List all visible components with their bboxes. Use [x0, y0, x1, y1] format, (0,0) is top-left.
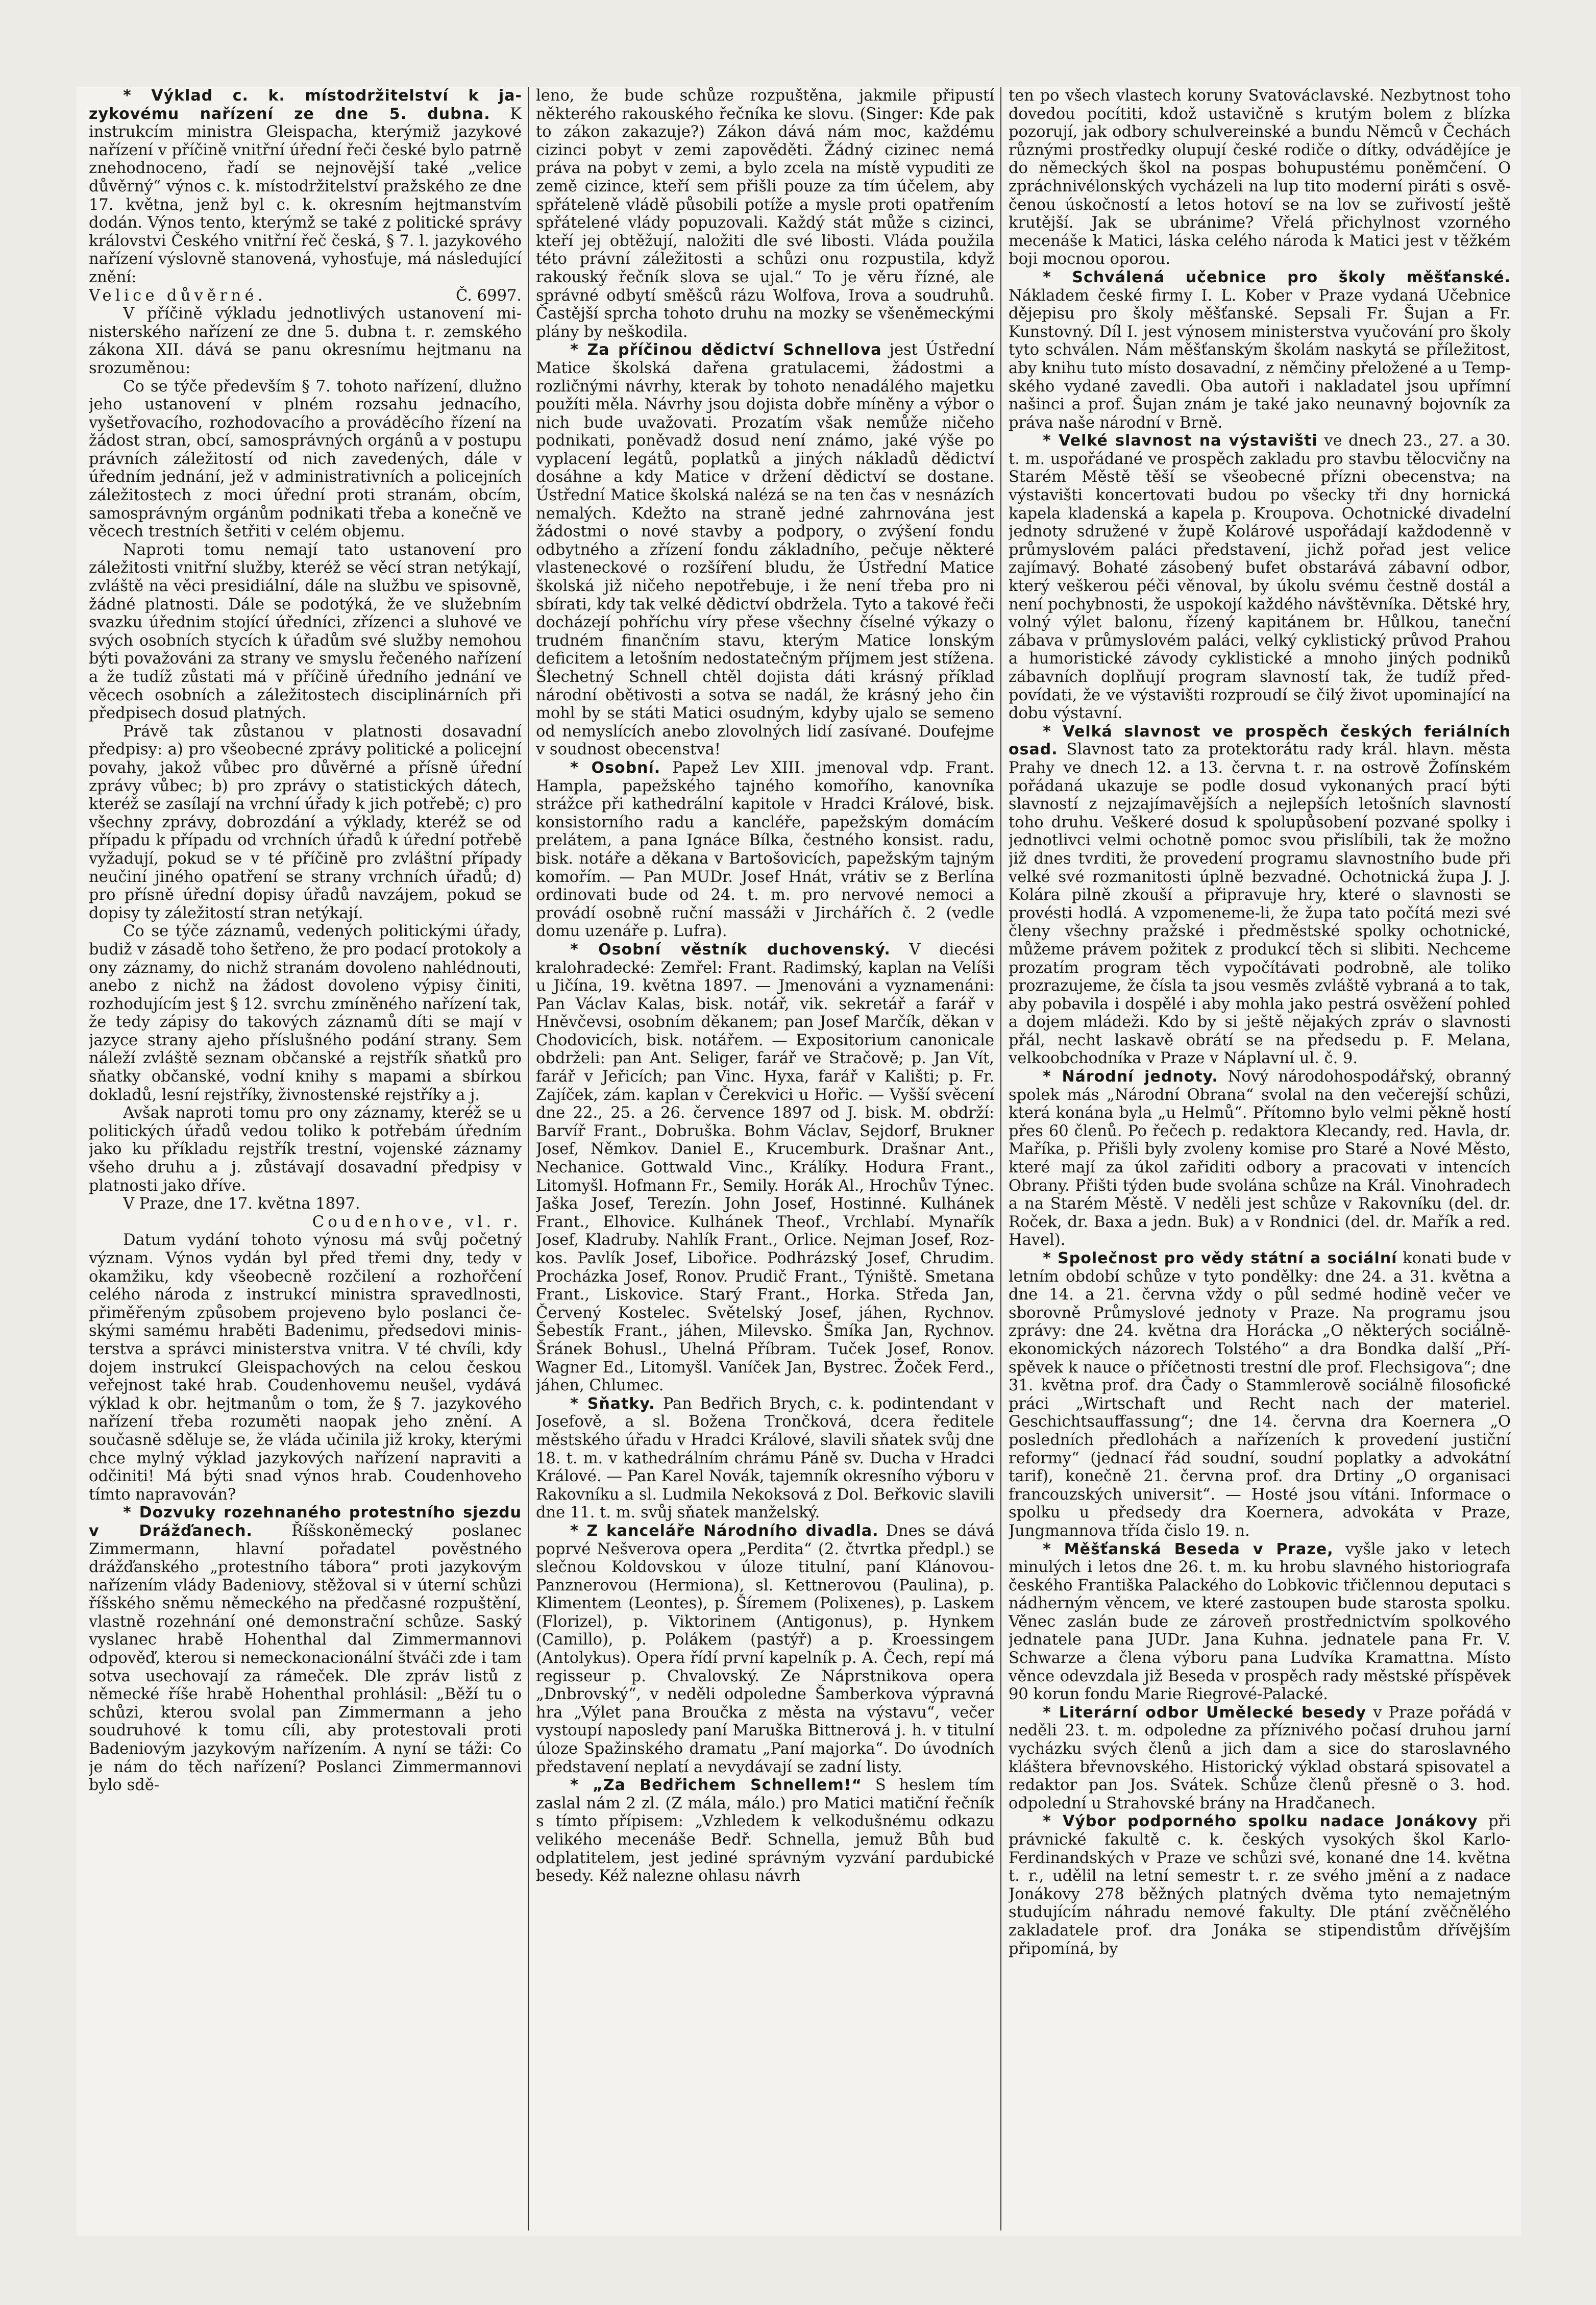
article-heading: * Sňatky.: [570, 1394, 655, 1413]
article: [1009, 1540, 1511, 1704]
article-heading: * Za příčinou dědictví Schnellova: [570, 341, 882, 359]
paragraph: Avšak naproti tomu pro ony záznamy, kteréž se u politických úřadů vedou toliko k potřebám úředním jako ku příkladu rejstřík trestní, vojenské záznamy všeho druhu a j. zůstávají dosavadní předpisy v platnosti jako dříve.: [89, 1104, 522, 1195]
paragraph: Co se týče záznamů, vedených politickými úřady, budiž v zásadě toho šetřeno, že pro podací protokoly a ony záznamy, do nichž stranám dovoleno nahlédnouti, anebo z nichž na žádost dovoleno výpisy činiti, rozhodujícím jest § 12. svrchu zmíněného nařízení tak, že tedy zápisy do takových záznamů díti se mají v jazyce strany ajeho příslušného podání strany. Sem náleží zvláště seznam občanské a rejstřík sňatků pro sňatky občanské, vodní knihy s mapami a sbírkou dokladů, lesní rejstříky, živnostenské rejstříky a j.: [89, 922, 522, 1104]
article: [1009, 723, 1511, 1068]
article-text: Papež Lev XIII. jmenoval vdp. Frant. Hampla, papežského tajného komořího, kanovníka strážce při kathedrální kapitole v Hradci Králové, bisk. konsistorního radu a kancléře, papežským domácím prelátem, a pana Ignáce Bílka, čestného konsist. radu, bisk. notáře a děkana v Bartošovicích, papežským tajným komořím. — Pan MUDr. Josef Hnát, vrátiv se z Berlína ordinovati bude od 24. t. m. pro nervové nemoci a provádí osobně ruční massáži v Jirchářích č. 2 (vedle domu uzenáře p. Lufra).: [536, 758, 994, 941]
article-heading: * Z kanceláře Národního divadla.: [570, 1522, 879, 1540]
article: [536, 1522, 994, 1776]
paragraph: leno, že bude schůze rozpuštěna, jakmile připustí některého rakouského řečníka ke slovu. (Singer: Kde pak to zákon zakazuje?) Zákon dává nám moc, každému cizinci pobyt v zemi zapověděti. Žádný cizinec nemá práva na pobyt v zemi, a bylo zcela na místě vypuditi ze země cizince, kteří sem přišli pouze za tím účelem, aby spřáteleně vládě působili potíže a mysle proti opatřením spřátelené vlády popuzovali. Každý stát může s cizinci, kteří jej obtěžují, naložiti dle své libosti. Vláda použila této právní záležitosti a schůzi onu rozpustila, když rakouský řečník slova se ujal.“ To je věru řízné, ale správné odbytí směšců rázu Wolfova, Irova a soudruhů. Častější sprcha tohoto druhu na mozky se všeněmeckými plány by neškodila.: [536, 87, 994, 341]
article-heading: * Velká slavnost ve prospěch českých feriálních osad.: [1009, 722, 1511, 759]
article-text: Nový národohospodářský, obranný spolek más „Národní Obrana“ svolal na den večerejší schůzi, která konána byla „u Helmů“. Přítomno bylo velmi pěkně hostí přes 60 členů. Po řečech p. redaktora Klecandy, red. Havla, dr. Maříka, p. Přišli byly zvoleny komise pro Staré a Nové Město, které mají za úkol zařiditi odbory a pracovati v intencích Obrany. Přišti týden bude svolána schůze na Král. Vinohradech a na Starém Městě. V neděli jest schůze v Rakovníku (del. dr. Roček, dr. Baxa a jedn. Buk) a v Rondnici (del. dr. Mařík a red. Havel).: [1009, 1068, 1511, 1249]
article-text: Říšskoněmecký poslanec Zimmermann, hlavní pořadatel pověstného drážďanského „protestního tábora“ proti jazykovým nařízením vlády Badeniovy, stěžoval si v úterní schůzi říšského sněmu německého na předčasné rozpuštění, vlastně rozehnání oné demonstrační schůze. Saský vyslanec hrabě Hohenthal dal Zimmermannovi odpověď, kterou si nemeckonacionální štváči zde i tam sotva usechovají za rámeček. Dle zpráv listů z německé říše hrabě Hohenthal prohlásil: „Běží tu o schůzi, kterou svolal pan Zimmermann a jeho soudruhové k tomu cíli, aby protestovali proti Badeniovým jazykovým nařízením. A nyní se táži: Co je nám do těch nařízení? Poslanci Zimmermannovi bylo sdě-: [89, 1522, 522, 1795]
article-heading: * Měšťanská Beseda v Praze,: [1043, 1540, 1334, 1558]
article-text: Dnes se dává poprvé Nešverova opera „Perdita“ (2. čtvrtka předpl.) se slečnou Koldovskou v úloze titulní, paní Klánovou-Panznerovou (Hermiona), sl. Kettnerovou (Paulina), p. Klimentem (Leontes), p. Šíremem (Polixenes), p. Laskem (Florizel), p. Viktorinem (Antigonus), p. Hynkem (Camillo), p. Polákem (pastýř) a p. Kroessingem (Antolykus). Opera řídí první kapelník p. A. Čech, repí má regisseur p. Chvalovský. Ze Náprstnikova opera „Dnbrovský“, v neděli odpoledne Šamberkova výpravná hra „Výlet pana Broučka z města na výstavu“, večer vystoupí naposledy paní Maruška Bittnerová j. h. v titulní úloze Spažinského dramatu „Paní majorka“. Do úvodních představení neplatí a nevydávají se zadní listy.: [536, 1522, 994, 1776]
paragraph: Datum vydání tohoto výnosu má svůj početný význam. Výnos vydán byl před třemi dny, tedy v okamžiku, kdy všeobecně rozčilení a rozhořčení celého národa z instrukcí ministra spravedlnosti, přiměřeným způsobem projeveno bylo poslanci českými samému hraběti Badenimu, předsedovi ministerstva a správci ministerstva vnitra. V té chvíli, kdy dojem instrukcí Gleispachových na celou českou veřejnost také hrab. Coudenhovemu neušel, vydává výklad k obr. hejtmanům o tom, že § 7. jazykového nařízení třeba rozuměti naopak jeho znění. A současně sděluje se, že vláda učinila již kroky, kterými chce mylný výklad jazykových nařízení napraviti a odčiniti! Má býti snad výnos hrab. Coudenhoveho tímto napravován?: [89, 1231, 522, 1504]
signature: Coudenhove, vl. r.: [312, 1213, 522, 1231]
column-1: [89, 87, 522, 2230]
article: [89, 87, 522, 287]
article-heading: * Velké slavnost na výstavišti: [1043, 432, 1318, 450]
dateline: V Praze, dne 17. května 1897.: [123, 1195, 360, 1213]
article-text: konati bude v letním období schůze v tyto pondělky: dne 24. a 31. května a dne 14. a 21. června vždy o půl sedmé hodině večer ve sborovně Průmyslové jednoty v Praze. Na programu jsou zprávy: dne 24. května dra Horácka „O některých sociálně-ekonomických názorech Tolstého“ a dra Bondka další „Příspěvek k nauce o příčetnosti trestní dle prof. Flechsigova“; dne 31. května prof. dra Čady o Stammlerově sociálně filosofické práci „Wirtschaft und Recht nach der materiel. Geschichtsauffassung“; dne 14. června dra Koernera „O posledních předlohách a nařízeních k provedení justiční reformy“ (jednací řád soudní, soudní poplatky a advokátní tarif), konečně 21. června prof. dra Drtiny „O organisaci francouzských universit“. — Hosté jsou vítáni. Informace o spolku u předsedy dra Koernera, advokáta v Praze, Jungmannova třída čislo 19. n.: [1009, 1249, 1511, 1540]
article-heading: * Osobní.: [570, 758, 661, 777]
column-2: [536, 87, 994, 2230]
article: [536, 941, 994, 1395]
confidential-label: Velice důvěrné.: [89, 286, 266, 305]
article-heading: * Osobní věstník duchovenský.: [570, 940, 891, 959]
article-text: ve dnech 23., 27. a 30. t. m. uspořádané ve prospěch zakladu pro stavbu tělocvičny na Starém Městě těší se všeobecné přízni obecenstva; na výstavišti koncertovati budou po všecky tři dny hornická kapela kladenská a kapela p. Kroupova. Ochotnické divadelní jednoty sdružené v župě Kolárové uspořádají každodenně v průmyslovém paláci představení, jichž pořad jest velice zajímavý. Bohaté zásobený bufet obstarává zábavní odbor, který veškerou péči věnoval, by úkolu svému čestně dostál a není pochybnosti, že uspokojí každého návštěvníka. Dětské hry, volný výlet balonu, řízený kapitánem br. Hůlkou, taneční zábava v průmyslovém paláci, velký cyklistický průvod Prahou a humoristické závody cyklistické a mnoho jiných podniků zábavních doplňují program slavností tak, že tudíž předpovídati, že ve výstavišti rozproudí se čilý život upominající na dobu výstavní.: [1009, 432, 1511, 723]
article: [536, 341, 994, 759]
article-heading: * Dozvuky rozehnaného protestního sjezdu v Drážďanech.: [89, 1504, 522, 1540]
article-text: V diecési kralohradecké: Zemřel: Frant. Radimský, kaplan na Velíši u Jičína, 19. května 1897. — Jmenováni a vyznamenáni: Pan Václav Kalas, bisk. notář, vik. sekretář a farář v Hněvčevsi, osobním děkanem; pan Josef Marčík, děkan v Chodovicích, bisk. notářem. — Expositorium canonicale obdrželi: pan Ant. Seliger, farář ve Stračově; p. Jan Vít, farář v Jeřicích; pan Vinc. Hyxa, farář v Kališti; p. Fr. Zajíček, zám. kaplan v Čerekvici u Hořic. — Vyšší svěcení dne 22., 25. a 26. července 1897 od J. bisk. M. obdrží: Barvíř Frant., Dobruška. Bohm Václav, Sejdorf, Brukner Josef, Němkov. Daniel E., Krucemburk. Drašnar Ant., Nechanice. Gottwald Vinc., Králíky. Hodura Frant., Litomyšl. Hofmann Fr., Semily. Horák Al., Hrochův Týnec. Jaška Josef, Terezín. John Josef, Hostinné. Kulhánek Frant., Elhovice. Kulhánek Theof., Vrchlabí. Mynařík Josef, Kladruby. Nahlík Frant., Orlice. Nejman Josef, Rozkos. Pavlík Josef, Libořice. Podhrázský Josef, Chrudim. Procházka Josef, Ronov. Prudič Frant., Týniště. Smetana Frant., Liskovice. Starý Frant., Horka. Středa Jan, Červený Kostelec. Světelský Josef, jáhen, Rychnov. Šebestík Frant., jáhen, Milevsko. Šmíka Jan, Rychnov. Šránek Bohusl., Uhelná Příbram. Tuček Josef, Ronov. Wagner Ed., Litomyšl. Vaníček Jan, Bystrec. Žoček Ferd., jáhen, Chlumec.: [536, 940, 994, 1395]
article: [89, 1504, 522, 1795]
article-text: Pan Bedřich Brych, c. k. podintendant v Josefově, a sl. Božena Trončková, dcera ředitele městského úřadu v Hradci Králové, slavili sňatek svůj dne 18. t. m. v kathedrálním chrámu Páně sv. Ducha v Hradci Králové. — Pan Karel Novák, tajemník okresního výboru v Rakovníku a sl. Ludmila Nekoksová z Dol. Beřkovic slavili dne 11. t. m. svůj sňatek manželský.: [536, 1394, 994, 1522]
article: [1009, 1704, 1511, 1813]
article-text: K instrukcím ministra Gleispacha, kterýmiž jazykové nařízení v příčině vnitřní úřední řeči české bylo patrně znehodnoceno, řadí se nejnovější také „velice důvěrný“ výnos c. k. místodržitelství pražského ze dne 17. května, jenž byl c. k. okresním hejtmanstvím dodán. Výnos tento, kterýmž se také z politické správy královstvi Českého vnitřní řeč česká, § 7. l. jazykového nařízení výslovně stanovená, vyhosťuje, má následující znění:: [89, 105, 522, 286]
column-3: [1009, 87, 1511, 2230]
article: [1009, 1068, 1511, 1249]
memo-number: Č. 6997.: [456, 286, 522, 305]
article: [536, 1395, 994, 1522]
paragraph: V příčině výkladu jednotlivých ustanovení ministerského nařízení ze dne 5. dubna t. r. zemského zákona XII. dává se panu okresnímu hejtmanu na srozuměnou:: [89, 305, 522, 377]
paragraph: Právě tak zůstanou v platnosti dosavadní předpisy: a) pro všeobecné zprávy politické a policejní povahy, jakož vůbec pro důvěrné a přísně úřední zprávy vůbec; b) pro zprávy o statistických dátech, kteréž se zasílají na vrchní úřady k jich potřebě; c) pro všechny zprávy, dobrozdání a výklady, kteréž se od případu k případu od vrchních úřadů k úřední potřebě vyžadují, pokud se v té příčině pro zvláštní případy neučiní jiného opatření se strany vrchních úřadů; d) pro přísně úřední dopisy úřadů navzájem, pokud se dopisy ty záležitostí stran netýkají.: [89, 722, 522, 922]
paragraph: Naproti tomu nemají tato ustanovení pro záležitosti vnitřní služby, kteréž se věcí stran netýkají, zvláště na věci presidiální, dále na službu ve spisovně, žádné platnosti. Dále se podotýká, že ve služebním svazku úřednim stojící úředníci, zřízenci a sluhové ve svých osobních stycích k úřadům své služby nemohou býti považováni za strany ve smyslu řečeného nařízení a že tudíž zůstati má v příčině úředního jednání ve věcech osobních a záležitostech disciplinárních při předpisech dosud platných.: [89, 541, 522, 723]
article-text: S heslem tím zaslal nám 2 zl. (Z mála, málo.) pro Matici matiční řečník s tímto přípisem: „Vzhledem k velkodušnému odkazu velikého mecenáše Bedř. Schnella, jemuž Bůh buď odplatitelem, jest jediné správným vyzvání pardubické besedy. Kéž nalezne ohlasu návrh: [536, 1776, 994, 1885]
paragraph: ten po všech vlastech koruny Svatováclavské. Nezbytnost toho dovedou pocítiti, kdož ustavičně s krutým bolem z blízka pozorují, jak odbory schulvereinské a bundu Němců v Čechách různými prostředky olupují české rodiče o dítky, odvádějíce je do německých škol na pospas bohupustému poněmčení. O zpráchnivélonských vycházeli na lup tito moderní piráti s osvěčenou úskočností a letos hotoví se na lov se zuřivostí ještě krutější. Jak se ubránime? Vřelá přichylnost vzorného mecenáše k Matici, láska celého národa k Matici jest v těžkém boji mocnou oporou.: [1009, 87, 1511, 268]
article-text: v Praze pořádá v neděli 23. t. m. odpoledne za příznivého počasí druhou jarní vycházku svých členů a jich dam a sice do staroslavného kláštera břevnovského. Historický výklad obstará spisovatel a redaktor pan Jos. Svátek. Schůze členů přesně o 3. hod. odpolední u Strahovské brány na Hradčanech.: [1009, 1703, 1511, 1812]
paragraph: Co se týče především § 7. tohoto nařízení, dlužno jeho ustanovení v plném rozsahu jednacího, vyšetřovacího, rozhodovacího a prováděcího řízení na žádost stran, obcí, samosprávných orgánů a v postupu právních záležitostí od nich zavedených, dále v úředním jednání, jež v administrativních a policejních záležitostech z moci úřední proti stranám, obcím, samosprávným orgánům podnikati třeba a konečně ve věcech trestních šetřiti v celém objemu.: [89, 377, 522, 541]
article-text: při právnické fakultě c. k. českých vysokých škol Karlo-Ferdinandských v Praze ve schůzi své, konané dne 14. května t. r., udělil na letní semestr t. r. ze svého jmění a z nadace Jonákovy 278 běžných platných dvěma tyto nemajetným studujícím náhradu nemové fakulty. Dle ptání zvěčnělého zakladatele prof. dra Jonáka se stipendistům dřívějším připomíná, by: [1009, 1812, 1511, 1958]
article-heading: * Společnost pro vědy státní a sociální: [1043, 1249, 1397, 1267]
article: [536, 759, 994, 941]
article-text: Nákladem české firmy I. L. Kober v Praze vydaná Učebnice dějepisu pro školy měšťanské. Sepsali Fr. Šujan a Fr. Kunstovný. Díl I. jest výnosem ministerstva vyučování pro školy tyto schválen. Nám měšťanským školám naskytá se příležitost, aby knihu tuto místo dosavadní, z němčiny přeložené a u Tempského vydané zavedli. Oba autoři i nakladatel jsou upřímní našinci a prof. Šujan znám je také jako neunavný bojovník za práva naše národní v Brně.: [1009, 286, 1511, 432]
newspaper-page: [77, 87, 1521, 2236]
article-text: vyšle jako v letech minulých i letos dne 26. t. m. ku hrobu slavného historiografa českého Františka Palackého do Lobkovic třičlennou deputaci s nádherným věncem, ve které zastoupen bude starosta spolku. Věnec zaslán bude ze zároveň prostřednictvím spolkového jednatele pana JUDr. Jana Kuhna. jednatele pana Fr. V. Schwarze a člena výboru pana Ludvíka Kramattna. Místo věnce odevzdala již Beseda v prospěch rady městské příspěvek 90 korun fondu Marie Riegrové-Palacké.: [1009, 1540, 1511, 1704]
article-text: jest Ústřední Matice školská dařena gratulacemi, žádostmi a rozličnými návrhy, kterak by tohoto nenadálého majetku použíti měla. Návrhy jsou dojista dobře míněny a výbor o nich bude uvažovati. Prozatím však nemůže ničeho podnikati, poněvadž dosud není známo, jaké výše po vyplacení legátů, poplatků a jiných nákladů dědictví dosáhne a kdy Matice v držení dědictví se dostane. Ústřední Matice školská nalézá se na ten čas v nesnázích nemalých. Kdežto na straně jedné zahrnována jest žádostmi o nové stavby a podpory, o zvýšení fondu odbytného a zřízení fondu základního, pečuje některé vlasteneckové o rozšíření bludu, že Ústřední Matice školská již ničeho nepotřebuje, i že není třeba pro ni sbírati, kdy tak velké dědictví obdržela. Tyto a takové řeči docházejí pohříchu víry přese všechny číselné výkazy o trudném finančním stavu, kterým Matice lonským deficitem a letošním nedostatečným příjmem jest stížena. Šlechetný Schnell chtěl dojista dáti krásný příklad národní obětivosti a sotva se nadál, že krásný jeho čin mohl by se státi Matici osudným, kdyby ujalo se semeno od nemyslících anebo zlovolných lidí zasívané. Doufejme v soudnost obecenstva!: [536, 341, 994, 759]
column-rule: [528, 87, 529, 2230]
column-rule: [1000, 87, 1001, 2230]
article-heading: * Národní jednoty.: [1043, 1068, 1218, 1086]
article: [1009, 1249, 1511, 1540]
article: [536, 1776, 994, 1885]
article-heading: * „Za Bedřichem Schnellem!“: [570, 1776, 863, 1795]
article-heading: * Výbor podporného spolku nadace Jonákovy: [1043, 1812, 1478, 1831]
article-heading: * Literární odbor Umělecké besedy: [1043, 1703, 1366, 1722]
memo-header: [89, 287, 522, 305]
article-heading: * Výklad c. k. místodržitelství k jazykovému nařízení ze dne 5. dubna.: [89, 87, 522, 123]
article: [1009, 268, 1511, 432]
article-heading: * Schválená učebnice pro školy měšťanské.: [1043, 268, 1511, 286]
article: [1009, 1812, 1511, 1958]
article-text: Slavnost tato za protektorátu rady král. hlavn. města Prahy ve dnech 12. a 13. června t. r. na ostrově Žofínském pořádaná ukazuje se podle dosud vykonaných prací býti slavností z nejzajímavějších a nejlepších letošních slavností toho druhu. Veškeré dosud k spolupůsobení pozvané spolky i jednotlivci velmi ochotně pomoc svou přislíbili, tak že možno již dnes tvrditi, že provedení programu slavnostního bude při velké své rozmanitosti úplně bezvadné. Ochotnická župa J. J. Kolára pilně zkouší a připravuje hry, které o slavnosti se provésti hodlá. A vzpomeneme-li, že župa tato počítá mezi své členy všechny pražské i předměstské spolky ochotnické, můžeme právem požitek z produkcí těch si slibiti. Nechceme prozatím program těch vypočítávati podrobně, ale toliko prozrazujeme, že čísla ta jsou vesměs zvláště vybraná a to tak, aby pobavila i dospělé i aby mohla jako pestrá osvěžení pohled a dojem mládeži. Kdo by si ještě nějakých zpráv o slavnosti přál, necht laskavě obrátí se na předsedu p. F. Melana, velkoobchodníka v Praze v Náplavní ul. č. 9.: [1009, 741, 1511, 1068]
article: [1009, 432, 1511, 723]
